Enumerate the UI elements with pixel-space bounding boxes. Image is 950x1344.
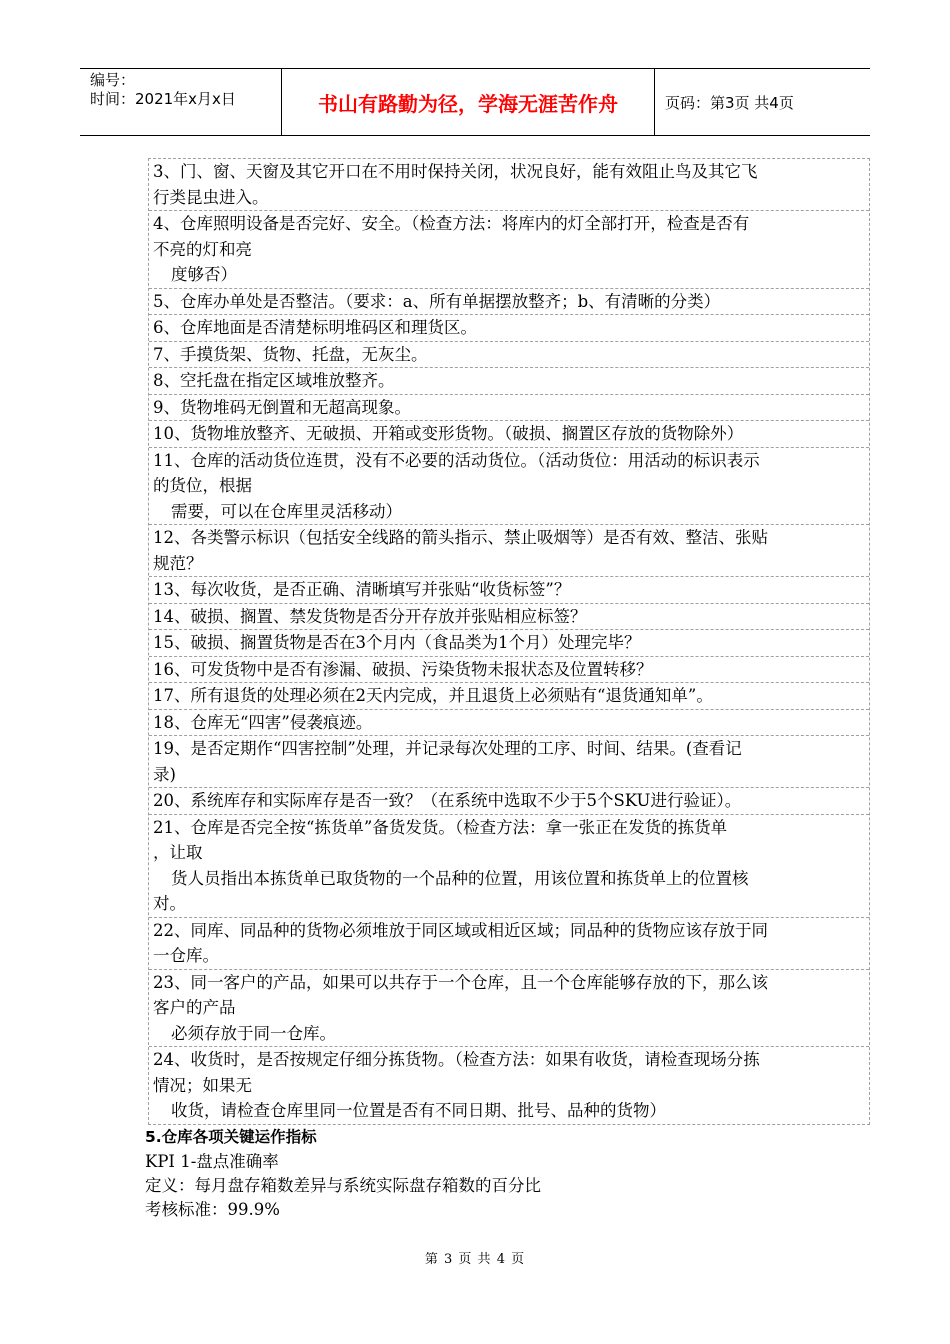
checklist-item: [149, 159, 869, 211]
header-motto: 书山有路勤为径，学海无涯苦作舟: [318, 91, 618, 116]
checklist-item-line: 情况；如果无: [153, 1075, 252, 1095]
checklist-item: [149, 918, 869, 970]
header-motto-cell: [282, 69, 655, 135]
checklist-item-line: 收货，请检查仓库里同一位置是否有不同日期、批号、品种的货物）: [171, 1101, 666, 1120]
checklist-item-line: 17、所有退货的处理必须在2天内完成，并且退货上必须贴有“退货通知单”。: [153, 686, 713, 705]
checklist-item-line: 行类昆虫进入。: [153, 187, 269, 207]
checklist-item-line: 4、仓库照明设备是否完好、安全。（检查方法：将库内的灯全部打开，检查是否有: [153, 214, 750, 233]
checklist-item-line: 14、破损、搁置、禁发货物是否分开存放并张贴相应标签？: [153, 606, 587, 626]
checklist-item: [149, 577, 869, 604]
checklist-item-line: 16、可发货物中是否有渗漏、破损、污染货物未报状态及位置转移？: [153, 659, 653, 679]
checklist-item: [149, 342, 869, 369]
checklist-item-line: 21、仓库是否完全按“拣货单”备货发货。（检查方法：拿一张正在发货的拣货单: [153, 817, 728, 837]
checklist-item-line: 18、仓库无“四害”侵袭痕迹。: [153, 712, 373, 732]
checklist-item-line: 3、门、窗、天窗及其它开口在不用时保持关闭，状况良好，能有效阻止鸟及其它飞: [153, 162, 758, 181]
header-page-label: 页码：第3页 共4页: [665, 93, 794, 112]
checklist-item-line: 19、是否定期作“四害控制”处理，并记录每次处理的工序、时间、结果。(查看记: [153, 739, 742, 758]
checklist-item-line: 20、系统库存和实际库存是否一致？（在系统中选取不少于5个SKU进行验证）。: [153, 791, 742, 810]
checklist-item: [149, 395, 869, 422]
checklist-item-line: 录): [153, 764, 176, 784]
checklist-item: [149, 970, 869, 1048]
checklist-item: [149, 368, 869, 395]
checklist-item-line: 9、货物堆码无倒置和无超高现象。: [153, 397, 411, 417]
checklist-item: [149, 421, 869, 448]
checklist-item-line: 6、仓库地面是否清楚标明堆码区和理货区。: [153, 318, 477, 337]
checklist-item-line: 12、各类警示标识（包括安全线路的箭头指示、禁止吸烟等）是否有效、整洁、张贴: [153, 528, 768, 547]
checklist-item: [149, 815, 869, 918]
checklist-item-line: 15、破损、搁置货物是否在3个月内（食品类为1个月）处理完毕？: [153, 633, 641, 652]
checklist-item-line: 11、仓库的活动货位连贯，没有不必要的活动货位。（活动货位：用活动的标识表示: [153, 450, 760, 470]
checklist-item: [149, 604, 869, 631]
checklist-item-line: 必须存放于同一仓库。: [171, 1023, 336, 1043]
checklist-item: [149, 525, 869, 577]
kpi-standard: 考核标准：99.9%: [145, 1200, 280, 1219]
checklist-item: [149, 736, 869, 788]
checklist-item: [149, 657, 869, 684]
section-title: 5.仓库各项关键运作指标: [145, 1128, 317, 1146]
kpi-title: KPI 1-盘点准确率: [145, 1152, 279, 1171]
checklist-item-line: 13、每次收货，是否正确、清晰填写并张贴“收货标签”？: [153, 580, 571, 599]
checklist-item-line: 需要，可以在仓库里灵活移动）: [171, 501, 402, 521]
header-right-cell: [655, 69, 870, 135]
checklist-item-line: 8、空托盘在指定区域堆放整齐。: [153, 371, 395, 390]
checklist-item-line: 24、收货时，是否按规定仔细分拣货物。（检查方法：如果有收货，请检查现场分拣: [153, 1050, 760, 1069]
checklist-item: [149, 710, 869, 737]
checklist-item-line: 货人员指出本拣货单已取货物的一个品种的位置，用该位置和拣货单上的位置核: [171, 868, 749, 888]
checklist-item: [149, 211, 869, 289]
checklist-item-line: 10、货物堆放整齐、无破损、开箱或变形货物。（破损、搁置区存放的货物除外）: [153, 424, 744, 443]
checklist-item-line: 22、同库、同品种的货物必须堆放于同区域或相近区域；同品种的货物应该存放于同: [153, 920, 768, 940]
checklist-item-line: 一仓库。: [153, 946, 219, 965]
checklist-item: [149, 289, 869, 316]
checklist-item: [149, 1047, 869, 1124]
doc-date-label: 时间：2021年x月x日: [90, 90, 236, 108]
checklist-item-line: 不亮的灯和亮: [153, 239, 252, 259]
kpi-definition: 定义：每月盘存箱数差异与系统实际盘存箱数的百分比: [145, 1176, 541, 1195]
checklist-table: [148, 158, 870, 1125]
doc-number-label: 编号：: [90, 71, 136, 89]
checklist-item-line: 对。: [153, 894, 186, 913]
checklist-item-line: 的货位，根据: [153, 476, 252, 495]
checklist-item-line: 规范？: [153, 553, 203, 573]
checklist-item: [149, 448, 869, 526]
checklist-item-line: 23、同一客户的产品，如果可以共存于一个仓库，且一个仓库能够存放的下，那么该: [153, 972, 768, 992]
page-footer: 第 3 页 共 4 页: [424, 1252, 526, 1267]
header-left-cell: [80, 69, 282, 135]
checklist-item: [149, 630, 869, 657]
checklist-item-line: 客户的产品: [153, 998, 236, 1017]
checklist-item: [149, 683, 869, 710]
checklist-item-line: 度够否）: [171, 265, 237, 284]
checklist-item: [149, 788, 869, 815]
checklist-item-line: 7、手摸货架、货物、托盘，无灰尘。: [153, 344, 428, 364]
checklist-item-line: 5、仓库办单处是否整洁。（要求：a、所有单据摆放整齐；b、有清晰的分类）: [153, 291, 721, 311]
checklist-item-line: ，让取: [153, 843, 203, 862]
checklist-item: [149, 315, 869, 342]
page-header: [80, 68, 870, 136]
